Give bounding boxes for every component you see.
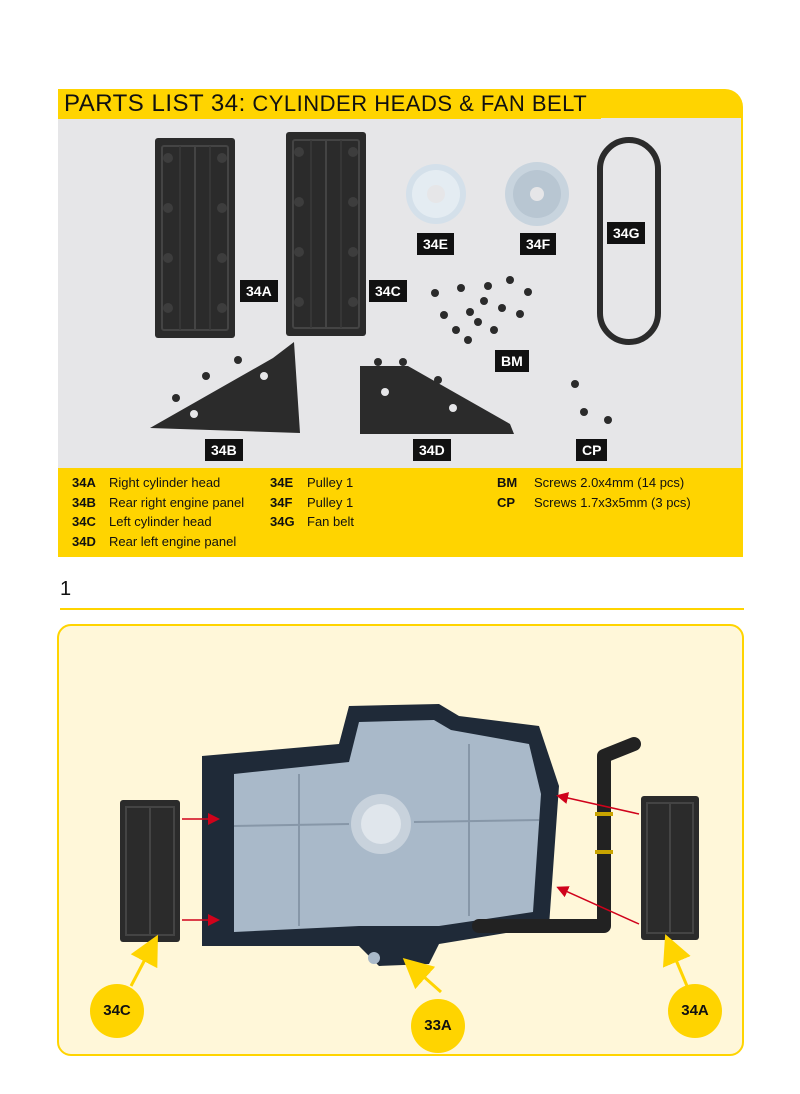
tag-34f: 34F [520, 233, 556, 255]
legend-column-2 [270, 473, 354, 532]
cylinder-head-34a [155, 138, 235, 338]
tag-cp: CP [576, 439, 607, 461]
legend-row: 34D Rear left engine panel [72, 533, 237, 549]
callout-arrow-34a [671, 948, 687, 986]
legend-column-3 [497, 473, 691, 512]
legend-row: 34G Fan belt [270, 514, 354, 529]
legend-row: 34B Rear right engine panel [72, 494, 245, 510]
cylinder-head-34c [286, 132, 366, 336]
callout-34a: 34A [668, 984, 722, 1038]
tag-34b: 34B [205, 439, 243, 461]
pulley-34f [505, 162, 569, 226]
legend-row: 34E Pulley 1 [270, 475, 354, 490]
parts-list-title: PARTS LIST 34: CYLINDER HEADS & FAN BELT [58, 89, 601, 119]
parts-photo [58, 118, 741, 468]
engine-panel-34d [360, 358, 514, 434]
legend-row: 34A Right cylinder head [72, 475, 221, 490]
callout-34c: 34C [90, 984, 144, 1038]
tag-bm: BM [495, 350, 529, 372]
tag-34c: 34C [369, 280, 407, 302]
legend-row: 34F Pulley 1 [270, 494, 354, 510]
tag-34a: 34A [240, 280, 278, 302]
tag-34g: 34G [607, 222, 645, 244]
assembly-illustration [59, 626, 742, 1054]
step-panel [57, 624, 744, 1056]
tag-34e: 34E [417, 233, 454, 255]
cylinder-head-34a [641, 796, 699, 940]
screws-cp [571, 380, 612, 424]
legend-row: CP Screws 1.7x3x5mm (3 pcs) [497, 494, 691, 510]
legend-row: BM Screws 2.0x4mm (14 pcs) [497, 475, 685, 490]
tag-34d: 34D [413, 439, 451, 461]
legend-row: 34C Left cylinder head [72, 514, 212, 529]
engine-panel-34b [150, 342, 300, 433]
step-divider [60, 608, 744, 610]
callout-arrow-33a [414, 968, 441, 992]
callout-33a: 33A [411, 999, 465, 1053]
step-number: 1 [60, 578, 72, 600]
cylinder-head-34c [120, 800, 180, 942]
pulley-34e [406, 164, 466, 224]
callout-arrow-34c [131, 948, 151, 986]
legend-column-1 [72, 473, 244, 551]
screws-bm [431, 276, 532, 344]
